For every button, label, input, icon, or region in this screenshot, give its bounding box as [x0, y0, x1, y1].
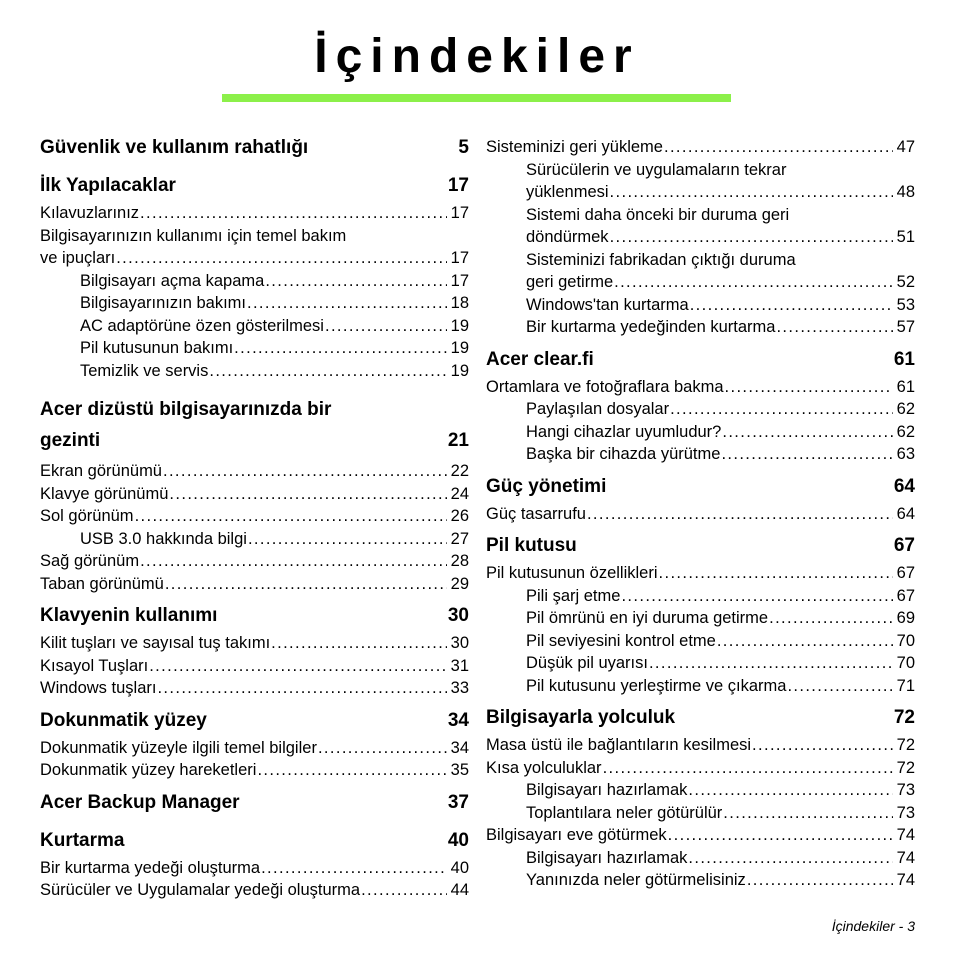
- dot-leader: [688, 779, 892, 802]
- toc-entry[interactable]: [40, 655, 469, 678]
- toc-entry[interactable]: [526, 316, 915, 339]
- toc-section[interactable]: [40, 791, 469, 815]
- toc-entry[interactable]: [526, 847, 915, 870]
- toc-entry-label: ve ipuçları: [40, 249, 116, 267]
- toc-entry-label: Ekran görünümü: [40, 462, 162, 480]
- dot-leader: [587, 503, 893, 526]
- dot-leader: [257, 759, 446, 782]
- dot-leader: [157, 677, 446, 700]
- toc-entry-label: Yanınızda neler götürmelisiniz: [526, 871, 746, 889]
- toc-entry-label: geri getirme: [526, 273, 614, 291]
- toc-entry[interactable]: [40, 550, 469, 573]
- toc-entry-label: Kısa yolculuklar: [486, 758, 602, 777]
- toc-section[interactable]: [40, 136, 469, 160]
- toc-section-title-text: Klavyenin kullanımı: [40, 605, 218, 626]
- dot-leader: [149, 655, 446, 678]
- toc-entry-label: yüklenmesi: [526, 183, 609, 201]
- toc-page-number: 52: [896, 273, 915, 291]
- toc-entry[interactable]: [486, 757, 915, 780]
- dot-leader: [747, 869, 893, 892]
- dot-leader: [723, 802, 892, 825]
- toc-entry[interactable]: [40, 632, 469, 655]
- toc-entry-label: Bilgisayarı açma kapama: [80, 271, 265, 290]
- dot-leader: [668, 824, 893, 847]
- dot-leader: [265, 270, 446, 293]
- toc-entry[interactable]: [40, 737, 469, 760]
- toc-page-number: 17: [450, 249, 469, 267]
- toc-section[interactable]: [486, 534, 915, 558]
- toc-page-number: 19: [450, 339, 469, 357]
- toc-section-title-text: Acer clear.fi: [486, 348, 594, 370]
- toc-entry-label: Klavye görünümü: [40, 484, 169, 503]
- toc-page-number: 17: [450, 204, 469, 222]
- toc-entry[interactable]: [526, 398, 915, 421]
- dot-leader: [717, 630, 893, 653]
- toc-section[interactable]: [40, 604, 469, 628]
- toc-entry-line1: Sürücülerin ve uygulamaların tekrar: [526, 160, 787, 179]
- toc-page-number: 67: [896, 586, 915, 605]
- dot-leader: [140, 202, 447, 225]
- toc-page-number: 51: [896, 228, 915, 246]
- toc-entry[interactable]: [80, 315, 469, 338]
- toc-page-number: 40: [450, 858, 469, 877]
- toc-page-number: 73: [896, 803, 915, 822]
- toc-page-number: 24: [450, 484, 469, 503]
- dot-leader: [688, 847, 892, 870]
- toc-section-title-text: Bilgisayarla yolculuk: [486, 707, 676, 728]
- toc-page-number: 5: [458, 137, 469, 158]
- toc-entry[interactable]: [40, 879, 469, 902]
- toc-section-title: [486, 706, 675, 730]
- dot-leader: [135, 505, 447, 528]
- toc-page-number: 70: [896, 631, 915, 650]
- toc-entry-label: Kılavuzlarınız: [40, 204, 140, 222]
- toc-entry-label: Sağ görünüm: [40, 552, 140, 570]
- toc-page-number: 22: [450, 462, 469, 480]
- toc-entry[interactable]: [40, 483, 469, 506]
- toc-entry-label: Güç tasarrufu: [486, 504, 586, 523]
- toc-section-title-text: Güç yönetimi: [486, 475, 607, 497]
- toc-page-number: 34: [447, 709, 469, 731]
- toc-section-title: [40, 709, 207, 733]
- toc-entry-label: Başka bir cihazda yürütme: [526, 445, 721, 463]
- toc-entry[interactable]: [526, 585, 915, 608]
- toc-entry[interactable]: [526, 443, 915, 466]
- toc-page-number: 53: [896, 295, 915, 314]
- dot-leader: [725, 376, 893, 399]
- toc-page-number: 17: [450, 271, 469, 290]
- toc-entry[interactable]: [40, 857, 469, 880]
- toc-entry[interactable]: [80, 337, 469, 360]
- page-title: İçindekiler: [314, 30, 640, 83]
- toc-entry[interactable]: [40, 460, 469, 483]
- toc-page-number: 35: [450, 761, 469, 779]
- toc-entry[interactable]: [486, 136, 915, 159]
- toc-section-title-text: İlk Yapılacaklar: [40, 175, 176, 196]
- dot-leader: [722, 421, 892, 444]
- toc-entry[interactable]: [40, 677, 469, 700]
- toc-left-column: [40, 136, 469, 902]
- toc-entry[interactable]: [80, 528, 469, 551]
- toc-entry-label: Masa üstü ile bağlantıların kesilmesi: [486, 736, 752, 754]
- toc-page-number: 74: [896, 848, 915, 867]
- toc-section[interactable]: [486, 475, 915, 499]
- toc-entry-label: Ortamlara ve fotoğraflara bakma: [486, 377, 724, 396]
- title-underline: [222, 94, 731, 102]
- toc-entry-label: Bilgisayarı eve götürmek: [486, 826, 667, 844]
- toc-page-number: 30: [450, 634, 469, 652]
- dot-leader: [361, 879, 447, 902]
- toc-section[interactable]: [486, 348, 915, 372]
- toc-entry-label: Dokunmatik yüzeyle ilgili temel bilgiler: [40, 738, 317, 757]
- toc-section[interactable]: [486, 706, 915, 730]
- toc-page-number: 21: [447, 430, 469, 451]
- toc-entry-label: Windows'tan kurtarma: [526, 295, 689, 314]
- toc-entry[interactable]: [80, 292, 469, 315]
- toc-section-title: [40, 174, 176, 198]
- toc-section[interactable]: [40, 174, 469, 198]
- toc-entry[interactable]: [486, 824, 915, 847]
- toc-entry-label: AC adaptörüne özen gösterilmesi: [80, 316, 324, 335]
- toc-entry-label: Toplantılara neler götürülür: [526, 803, 723, 822]
- dot-leader: [209, 360, 446, 383]
- dot-leader: [769, 607, 893, 630]
- toc-section-title-text: Pil kutusu: [486, 535, 577, 556]
- toc-entry[interactable]: [80, 270, 469, 293]
- dot-leader: [325, 315, 447, 338]
- dot-leader: [271, 632, 446, 655]
- dot-leader: [140, 550, 447, 573]
- dot-leader: [261, 857, 447, 880]
- toc-entry[interactable]: [526, 159, 915, 204]
- toc-page-number: 71: [896, 676, 915, 695]
- toc-page-number: 61: [893, 348, 915, 370]
- toc-section-title-text: Dokunmatik yüzey: [40, 709, 207, 731]
- toc-page-number: 40: [447, 829, 469, 851]
- toc-section-title: [486, 475, 606, 499]
- toc-entry-line1: Sistemi daha önceki bir duruma geri: [526, 205, 790, 224]
- toc-entry[interactable]: [526, 204, 915, 249]
- toc-entry[interactable]: [526, 630, 915, 653]
- toc-page-number: 47: [896, 138, 915, 156]
- toc-section-title-text: Acer Backup Manager: [40, 791, 240, 813]
- toc-entry-label: Windows tuşları: [40, 679, 157, 697]
- toc-entry-line1: Sisteminizi fabrikadan çıktığı duruma: [526, 250, 796, 269]
- toc-entry[interactable]: [40, 225, 469, 270]
- toc-entry-label: Bir kurtarma yedeği oluşturma: [40, 858, 261, 877]
- toc-entry-label: Sisteminizi geri yükleme: [486, 138, 663, 156]
- toc-entry[interactable]: [526, 802, 915, 825]
- dot-leader: [247, 292, 447, 315]
- toc-right-column: [486, 136, 915, 892]
- toc-entry-label: Pili şarj etme: [526, 586, 621, 605]
- toc-entry-label: Bilgisayarı hazırlamak: [526, 848, 688, 867]
- toc-page-number: 57: [896, 318, 915, 336]
- toc-entry[interactable]: [486, 376, 915, 399]
- toc-entry-label: Düşük pil uyarısı: [526, 654, 648, 672]
- toc-section-title: [486, 348, 594, 372]
- toc-page-number: 37: [447, 791, 469, 813]
- toc-page-number: 69: [896, 609, 915, 627]
- toc-section-title-text: Kurtarma: [40, 829, 125, 851]
- toc-entry-label: Bir kurtarma yedeğinden kurtarma: [526, 318, 776, 336]
- toc-section-title-text: gezinti: [40, 430, 101, 451]
- toc-entry[interactable]: [486, 734, 915, 757]
- toc-page-number: 34: [450, 738, 469, 757]
- toc-page-number: 29: [450, 574, 469, 593]
- toc-entry-label: Pil seviyesini kontrol etme: [526, 631, 716, 650]
- dot-leader: [614, 271, 893, 294]
- toc-section-title-line1: Acer dizüstü bilgisayarınızda bir: [40, 399, 332, 420]
- toc-entry-label: Temizlik ve servis: [80, 361, 209, 380]
- toc-section-title: [40, 394, 331, 456]
- toc-section-title: [40, 791, 240, 815]
- toc-page-number: 31: [450, 656, 469, 675]
- dot-leader: [776, 316, 892, 339]
- dot-leader: [621, 585, 892, 608]
- toc-entry-label: Pil kutusunun özellikleri: [486, 564, 658, 582]
- toc-entry[interactable]: [40, 505, 469, 528]
- dot-leader: [116, 247, 446, 270]
- toc-page-number: 19: [450, 316, 469, 335]
- toc-page-number: 30: [447, 605, 469, 626]
- toc-entry-label: USB 3.0 hakkında bilgi: [80, 529, 247, 548]
- toc-page-number: 62: [896, 422, 915, 441]
- toc-entry-label: Hangi cihazlar uyumludur?: [526, 422, 722, 441]
- toc-entry[interactable]: [526, 607, 915, 630]
- toc-page-number: 72: [896, 758, 915, 777]
- toc-page-number: 17: [447, 175, 469, 196]
- dot-leader: [670, 398, 893, 421]
- toc-page-number: 18: [450, 294, 469, 312]
- toc-entry[interactable]: [80, 360, 469, 383]
- toc-page-number: 64: [896, 504, 915, 523]
- toc-section-title: [40, 604, 217, 628]
- dot-leader: [610, 226, 893, 249]
- toc-page-number: 67: [896, 564, 915, 582]
- toc-entry-label: Kilit tuşları ve sayısal tuş takımı: [40, 634, 271, 652]
- toc-entry[interactable]: [40, 759, 469, 782]
- toc-page-number: 74: [896, 871, 915, 889]
- toc-entry[interactable]: [526, 869, 915, 892]
- dot-leader: [603, 757, 893, 780]
- toc-entry-label: Pil ömrünü en iyi duruma getirme: [526, 609, 769, 627]
- toc-page-number: 72: [893, 707, 915, 728]
- toc-page-number: 48: [896, 183, 915, 201]
- toc-page-number: 62: [896, 400, 915, 418]
- toc-page-number: 74: [896, 826, 915, 844]
- toc-page-number: 19: [450, 361, 469, 380]
- dot-leader: [165, 573, 447, 596]
- dot-leader: [248, 528, 447, 551]
- dot-leader: [721, 443, 892, 466]
- toc-page-number: 61: [896, 377, 915, 396]
- toc-page-number: 67: [893, 535, 915, 556]
- toc-entry[interactable]: [40, 573, 469, 596]
- toc-entry-label: Bilgisayarı hazırlamak: [526, 781, 688, 799]
- toc-entry-label: Pil kutusunu yerleştirme ve çıkarma: [526, 676, 787, 695]
- toc-page-number: 73: [896, 781, 915, 799]
- toc-section[interactable]: [40, 394, 469, 456]
- toc-page-number: 63: [896, 445, 915, 463]
- dot-leader: [610, 181, 893, 204]
- toc-entry-label: Sürücüler ve Uygulamalar yedeği oluşturma: [40, 881, 361, 899]
- dot-leader: [234, 337, 446, 360]
- toc-page-number: 27: [450, 529, 469, 548]
- toc-entry[interactable]: [526, 675, 915, 698]
- toc-entry[interactable]: [526, 249, 915, 294]
- toc-page-number: 70: [896, 654, 915, 672]
- toc-entry-label: Paylaşılan dosyalar: [526, 400, 670, 418]
- dot-leader: [318, 737, 447, 760]
- toc-section-title: [40, 136, 308, 160]
- toc-entry-label: Sol görünüm: [40, 507, 134, 525]
- dot-leader: [649, 652, 893, 675]
- toc-section[interactable]: [40, 709, 469, 733]
- toc-page-number: 72: [896, 736, 915, 754]
- toc-entry-line1: Bilgisayarınızın kullanımı için temel bakım: [40, 226, 347, 245]
- toc-entry[interactable]: [40, 202, 469, 225]
- dot-leader: [787, 675, 892, 698]
- toc-entry[interactable]: [526, 421, 915, 444]
- dot-leader: [163, 460, 447, 483]
- toc-section[interactable]: [40, 829, 469, 853]
- toc-entry-label: Kısayol Tuşları: [40, 656, 149, 675]
- toc-entry-label: Bilgisayarınızın bakımı: [80, 294, 246, 312]
- page-footer: İçindekiler - 3: [831, 918, 915, 934]
- toc-section-title-text: Güvenlik ve kullanım rahatlığı: [40, 137, 309, 158]
- dot-leader: [659, 562, 893, 585]
- toc-section-title: [40, 829, 124, 853]
- toc-page-number: 33: [450, 679, 469, 697]
- toc-entry[interactable]: [486, 503, 915, 526]
- toc-entry[interactable]: [486, 562, 915, 585]
- toc-section-title: [486, 534, 577, 558]
- dot-leader: [169, 483, 446, 506]
- dot-leader: [664, 136, 893, 159]
- toc-page-number: 28: [450, 552, 469, 570]
- toc-page-number: 26: [450, 507, 469, 525]
- toc-entry[interactable]: [526, 779, 915, 802]
- toc-entry-label: döndürmek: [526, 228, 609, 246]
- dot-leader: [752, 734, 893, 757]
- toc-page-number: 44: [450, 881, 469, 899]
- toc-entry[interactable]: [526, 652, 915, 675]
- toc-entry[interactable]: [526, 294, 915, 317]
- toc-entry-label: Pil kutusunun bakımı: [80, 339, 234, 357]
- toc-entry-label: Dokunmatik yüzey hareketleri: [40, 761, 257, 779]
- toc-page-number: 64: [893, 475, 915, 497]
- toc-entry-label: Taban görünümü: [40, 574, 164, 593]
- dot-leader: [690, 294, 893, 317]
